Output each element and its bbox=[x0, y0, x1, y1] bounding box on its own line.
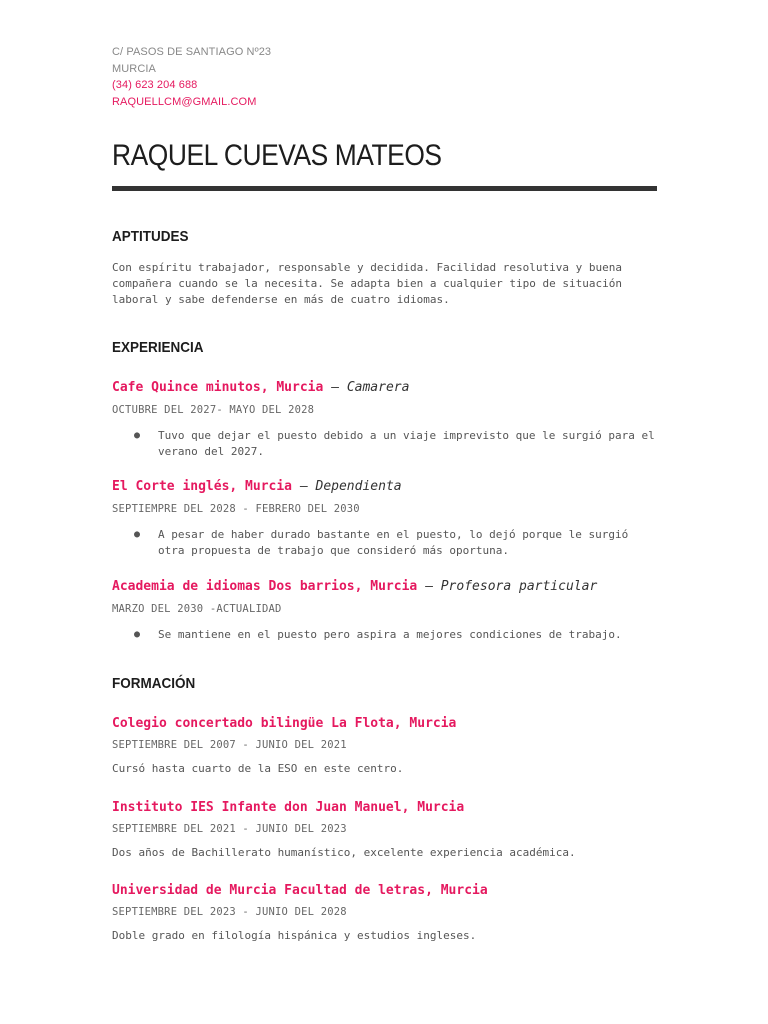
bullet-icon: ● bbox=[134, 629, 141, 640]
aptitudes-section bbox=[112, 228, 657, 308]
job-place: El Corte inglés, Murcia bbox=[112, 479, 293, 494]
job-bullets bbox=[112, 527, 657, 559]
address-line-2: MURCIA bbox=[112, 62, 156, 75]
job-heading bbox=[112, 379, 657, 397]
education-place: Colegio concertado bilingüe La Flota, Murcia bbox=[112, 716, 457, 731]
bullet-icon: ● bbox=[134, 529, 141, 540]
email-address: RAQUELLCM@GMAIL.COM bbox=[112, 95, 257, 108]
bullet-icon: ● bbox=[134, 430, 141, 441]
job-bullet-text: Tuvo que dejar el puesto debido a un viaje imprevisto que le surgió para el verano del 2027. bbox=[158, 429, 655, 458]
address-line-1: C/ PASOS DE SANTIAGO Nº23 bbox=[112, 46, 272, 58]
list-item bbox=[112, 428, 657, 460]
job-heading bbox=[112, 578, 657, 596]
job-dash: — bbox=[323, 380, 347, 395]
section-title-experiencia: EXPERIENCIA bbox=[112, 339, 204, 356]
education-place: Instituto IES Infante don Juan Manuel, Murcia bbox=[112, 800, 465, 815]
job-place: Academia de idiomas Dos barrios, Murcia bbox=[112, 579, 418, 594]
phone-number: (34) 623 204 688 bbox=[112, 79, 198, 91]
name-divider bbox=[112, 186, 657, 191]
education-text: Dos años de Bachillerato humanístico, excelente experiencia académica. bbox=[112, 846, 576, 859]
job-bullets bbox=[112, 428, 657, 460]
job-dates: SEPTIEMPRE DEL 2028 - FEBRERO DEL 2030 bbox=[112, 503, 360, 515]
education-dates: SEPTIEMBRE DEL 2023 - JUNIO DEL 2028 bbox=[112, 906, 347, 918]
job-heading bbox=[112, 478, 657, 496]
job-role: Camarera bbox=[346, 380, 410, 395]
job-role: Profesora particular bbox=[440, 579, 598, 594]
education-dates: SEPTIEMBRE DEL 2021 - JUNIO DEL 2023 bbox=[112, 823, 347, 835]
list-item bbox=[112, 627, 657, 643]
job-place: Cafe Quince minutos, Murcia bbox=[112, 380, 324, 395]
section-title-aptitudes: APTITUDES bbox=[112, 228, 189, 245]
education-heading bbox=[112, 882, 657, 900]
education-heading bbox=[112, 799, 657, 817]
section-title-formacion: FORMACIÓN bbox=[112, 675, 196, 692]
list-item bbox=[112, 527, 657, 559]
education-entry bbox=[112, 799, 657, 861]
job-entry bbox=[112, 478, 657, 559]
education-heading bbox=[112, 715, 657, 733]
formacion-section bbox=[112, 675, 657, 942]
education-entry bbox=[112, 882, 657, 944]
contact-block bbox=[112, 44, 657, 110]
experiencia-section bbox=[112, 339, 657, 641]
job-bullets bbox=[112, 627, 657, 643]
education-text: Doble grado en filología hispánica y estudios ingleses. bbox=[112, 929, 477, 942]
job-dates: MARZO DEL 2030 -ACTUALIDAD bbox=[112, 603, 282, 615]
education-text: Cursó hasta cuarto de la ESO en este centro. bbox=[112, 762, 404, 775]
job-dash: — bbox=[417, 579, 441, 594]
job-entry bbox=[112, 379, 657, 460]
education-place: Universidad de Murcia Facultad de letras, Murcia bbox=[112, 883, 488, 898]
job-dash: — bbox=[292, 479, 316, 494]
resume-page bbox=[112, 44, 657, 191]
job-bullet-text: A pesar de haber durado bastante en el puesto, lo dejó porque le surgió otra propuesta de trabajo que consideró más oportuna. bbox=[158, 528, 629, 557]
job-dates: OCTUBRE DEL 2027- MAYO DEL 2028 bbox=[112, 404, 315, 416]
person-name: RAQUEL CUEVAS MATEOS bbox=[112, 139, 442, 172]
job-entry bbox=[112, 578, 657, 643]
education-entry bbox=[112, 715, 657, 777]
education-dates: SEPTIEMBRE DEL 2007 - JUNIO DEL 2021 bbox=[112, 739, 347, 751]
job-bullet-text: Se mantiene en el puesto pero aspira a mejores condiciones de trabajo. bbox=[158, 628, 622, 641]
aptitudes-text: Con espíritu trabajador, responsable y decidida. Facilidad resolutiva y buena compañera cuando se la necesita. Se adapta bien a cualquier tipo de situación laboral y sabe defenderse en más de cuatro idiomas. bbox=[112, 261, 622, 306]
job-role: Dependienta bbox=[315, 479, 402, 494]
